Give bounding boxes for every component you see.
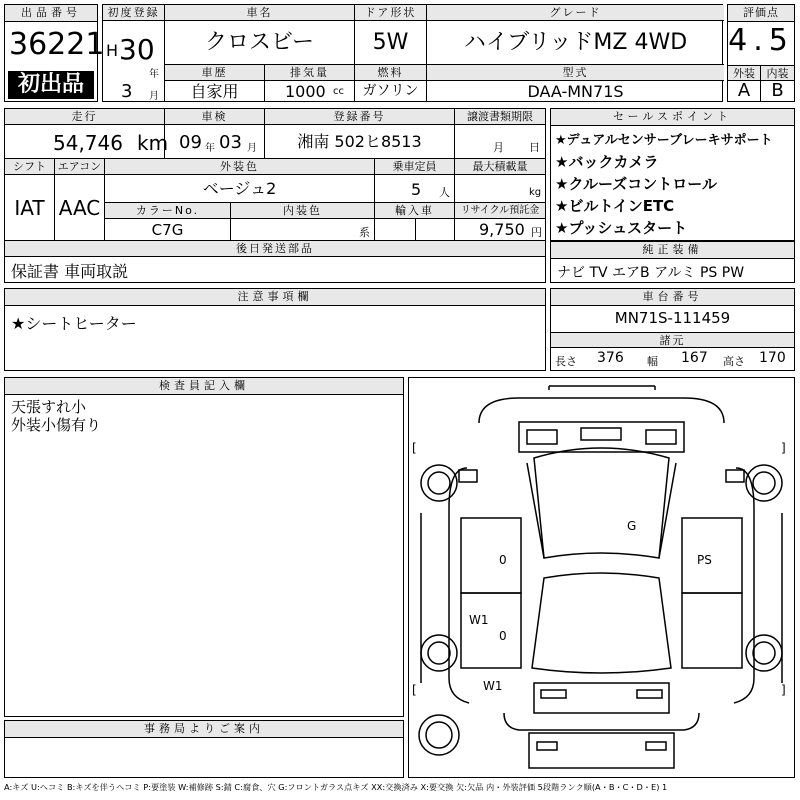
score: 4.5: [728, 23, 794, 58]
car-diagram: [408, 377, 795, 778]
model: DAA-MN71S: [527, 82, 624, 101]
ext-color: ベージュ2: [105, 175, 375, 203]
transfer-label: 譲渡書類期限: [455, 109, 545, 125]
door: 5W: [355, 21, 427, 65]
import-cell: [375, 219, 455, 241]
height-label: 高さ: [723, 355, 745, 368]
recycle-cell: [455, 219, 545, 241]
shift-label: シフト: [5, 159, 55, 175]
ext-color-label: 外装色: [105, 159, 375, 175]
shift: IAT: [5, 175, 55, 241]
grade: ハイブリッドMZ 4WD: [427, 21, 724, 65]
load-cell: [455, 175, 545, 203]
mark-ps-right: PS: [697, 553, 712, 567]
notes-box: [4, 288, 546, 371]
wheel-rear-right: [746, 635, 782, 671]
inspection-month: 03: [219, 132, 242, 153]
interior-label: 内装: [761, 65, 794, 81]
width-label: 幅: [647, 355, 658, 368]
rear-lamp: [537, 742, 557, 750]
right-door-rear: [682, 593, 742, 668]
door-label: ドア形状: [355, 5, 427, 21]
score-box: [727, 4, 795, 102]
color-no: C7G: [105, 219, 231, 241]
exterior-label: 外装: [728, 65, 761, 81]
mileage-cell: [5, 125, 169, 159]
score-label: 評価点: [728, 5, 794, 22]
inspector-label: 検査員記入欄: [5, 378, 403, 395]
history-label: 車歴: [165, 65, 265, 81]
fuel-label: 燃料: [355, 65, 427, 81]
lot-label: 出品番号: [5, 5, 97, 22]
chassis-box: [550, 288, 795, 371]
import-label: 輸入車: [375, 203, 455, 219]
load-label: 最大積載量: [455, 159, 545, 175]
recycle-label: リサイクル預託金: [455, 203, 545, 219]
int-color-label: 内装色: [231, 203, 375, 219]
model-label: 型式: [427, 65, 724, 81]
mirror-left: [459, 470, 477, 482]
spare-wheel-inner: [426, 722, 452, 748]
dims-label: 諸元: [551, 332, 794, 348]
equipment-box: [550, 241, 795, 283]
mark-w1-left: W1: [469, 613, 489, 627]
mark-o-right: 0: [499, 629, 507, 643]
car-name: クロスビー: [165, 21, 355, 65]
ac-label: エアコン: [55, 159, 105, 175]
legend: A:キズ U:ヘコミ B:キズを伴うヘコミ P:要塗装 W:補修跡 S:錆 C:腐食、穴 G:フロントガラス点キズ XX:交換済み X:要交換 欠:欠品 内・外装評価 5段階ランク順(A・B・C・D・E) 1: [4, 782, 668, 792]
mark-g: G: [627, 519, 637, 533]
mileage-unit: km: [137, 131, 169, 155]
inspection-label: 車検: [165, 109, 265, 125]
chassis-number: MN71S-111459: [614, 309, 731, 327]
fuel: ガソリン: [355, 81, 427, 102]
inspection-year-unit: 年: [205, 143, 215, 154]
displacement: 1000: [285, 82, 326, 101]
mileage-label: 走行: [5, 109, 165, 125]
first-reg-cell: [103, 21, 165, 102]
bracket-close: ]: [781, 441, 786, 455]
later-parts-label: 後日発送部品: [5, 241, 545, 257]
bracket-close: ]: [781, 683, 786, 697]
equipment: ナビ TV エアB アルミ PS PW: [557, 265, 745, 281]
bracket-open: [: [412, 683, 417, 697]
int-color-cell: [231, 219, 375, 241]
ac: AAC: [55, 175, 105, 241]
windshield: [527, 463, 676, 558]
wheel-rear-left: [421, 635, 457, 671]
capacity-unit: 人: [439, 186, 450, 199]
mileage: 54,746: [53, 131, 123, 155]
sales-points-box: [550, 108, 795, 241]
sales-point-item: ★ビルトインETC: [555, 197, 675, 215]
inspection-month-unit: 月: [247, 143, 257, 154]
inspection-cell: [165, 125, 265, 159]
rear-bumper: [504, 713, 699, 730]
tail-light: [637, 690, 662, 698]
color-no-label: カラーNo.: [105, 203, 231, 219]
interior-grade: B: [771, 80, 784, 101]
sales-point-item: ★プッシュスタート: [555, 219, 688, 237]
roof-rear: [532, 573, 671, 673]
wheel-rear-left-inner: [428, 642, 450, 664]
tail-light: [541, 690, 566, 698]
office-label: 事務局よりご案内: [5, 721, 403, 738]
capacity-label: 乗車定員: [375, 159, 455, 175]
sales-point-item: ★デュアルセンサーブレーキサポート: [555, 133, 773, 148]
notes-label: 注意事項欄: [5, 289, 545, 306]
car-diagram-svg: [409, 378, 794, 777]
notes: ★シートヒーター: [11, 314, 137, 333]
office-box: [4, 720, 404, 778]
import-divider: [415, 219, 416, 240]
front-bumper: [549, 386, 655, 390]
left-door-rear: [461, 593, 521, 668]
length: 376: [597, 350, 624, 366]
load-unit: kg: [529, 187, 542, 198]
reg-number: 湘南 502ヒ8513: [265, 125, 455, 159]
wheel-front-left-inner: [428, 472, 450, 494]
grille: [581, 428, 621, 440]
sales-points-label: セールスポイント: [551, 109, 794, 126]
exterior-grade: A: [728, 81, 761, 101]
displacement-unit: cc: [333, 86, 344, 97]
car-name-label: 車名: [165, 5, 355, 21]
hood-outline: [479, 398, 724, 423]
bracket-open: [: [412, 441, 417, 455]
int-color-unit: 系: [359, 226, 370, 239]
year-unit: 年: [149, 69, 159, 80]
height: 170: [759, 350, 786, 366]
reg-year: 30: [119, 33, 155, 66]
transfer-cell: [455, 125, 545, 159]
width: 167: [681, 350, 708, 366]
sales-point-item: ★バックカメラ: [555, 153, 659, 171]
first-listing-badge: 初出品: [8, 71, 94, 99]
wheel-front-right-inner: [753, 472, 775, 494]
sales-point-item: ★クルーズコントロール: [555, 175, 717, 193]
lot-number: 36221: [9, 27, 105, 62]
displacement-label: 排気量: [265, 65, 355, 81]
month-unit: 月: [149, 91, 159, 102]
first-reg-label: 初度登録: [103, 5, 165, 21]
recycle: 9,750: [479, 220, 525, 239]
capacity-cell: [375, 175, 455, 203]
rear-lamp: [646, 742, 666, 750]
inspector-line: 天張すれ小: [11, 398, 87, 416]
length-label: 長さ: [555, 355, 577, 368]
header-grid: [102, 4, 723, 102]
transfer-day-unit: 日: [529, 141, 540, 154]
mirror-right: [726, 470, 744, 482]
lot-box: [4, 4, 105, 102]
capacity: 5: [411, 180, 422, 199]
inspector-box: [4, 377, 404, 717]
wheel-rear-right-inner: [753, 642, 775, 664]
right-door-front: [682, 518, 742, 593]
equipment-label: 純正装備: [551, 242, 794, 259]
reg-month: 3: [121, 81, 133, 102]
transfer-month-unit: 月: [493, 141, 504, 154]
inspection-year: 09: [179, 132, 202, 153]
grille: [527, 430, 557, 444]
details-grid: [4, 108, 546, 283]
history: 自家用: [165, 81, 265, 102]
era: H: [106, 41, 119, 60]
mark-w1-bottom: W1: [483, 679, 503, 693]
grade-label: グレード: [427, 5, 724, 21]
left-door-front: [461, 518, 521, 593]
later-parts: 保証書 車両取説: [11, 262, 129, 281]
mark-o-left: 0: [499, 553, 507, 567]
recycle-unit: 円: [531, 226, 542, 239]
spare-wheel: [419, 715, 459, 755]
grille: [646, 430, 676, 444]
inspector-line: 外装小傷有り: [11, 416, 102, 434]
roof: [534, 448, 669, 558]
reg-label: 登録番号: [265, 109, 455, 125]
displacement-cell: [265, 81, 355, 102]
chassis-label: 車台番号: [551, 289, 794, 306]
